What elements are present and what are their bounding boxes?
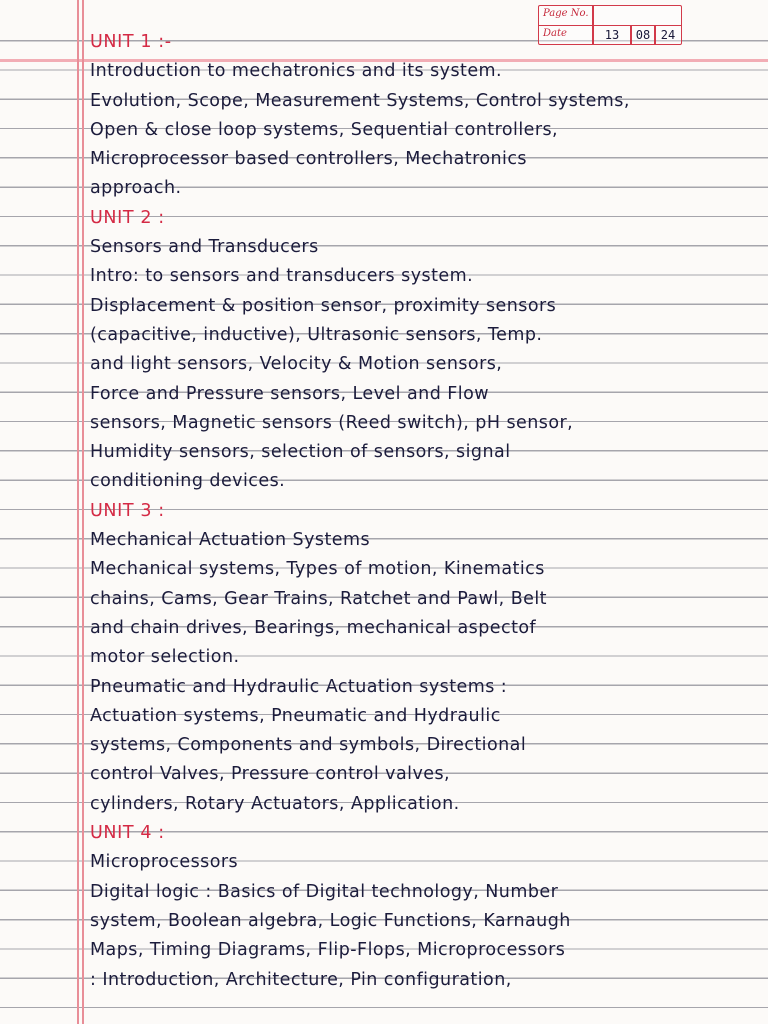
note-line: approach. xyxy=(90,178,182,199)
note-line: Open & close loop systems, Sequential controllers, xyxy=(90,119,559,140)
margin-line-right xyxy=(82,0,84,1024)
note-line: Actuation systems, Pneumatic and Hydraulic xyxy=(90,705,501,726)
note-line: Introduction to mechatronics and its system. xyxy=(90,61,503,82)
margin-line-left xyxy=(77,0,79,1024)
note-line: Sensors and Transducers xyxy=(90,237,319,258)
note-line: Pneumatic and Hydraulic Actuation systems : xyxy=(90,676,508,697)
note-line: Evolution, Scope, Measurement Systems, Control systems, xyxy=(90,90,630,111)
note-line: Digital logic : Basics of Digital technology, Number xyxy=(90,881,559,902)
note-line: Mechanical systems, Types of motion, Kinematics xyxy=(90,559,545,580)
note-line: Force and Pressure sensors, Level and Flow xyxy=(90,383,490,404)
note-line: Microprocessor based controllers, Mechatronics xyxy=(90,149,527,170)
date-label: Date xyxy=(543,28,567,39)
note-line: conditioning devices. xyxy=(90,471,286,492)
date-month: 08 xyxy=(635,28,651,42)
note-line: Maps, Timing Diagrams, Flip-Flops, Microprocessors xyxy=(90,940,566,961)
note-line: chains, Cams, Gear Trains, Ratchet and Pawl, Belt xyxy=(90,588,547,609)
syllabus-notes xyxy=(86,28,760,995)
note-line: sensors, Magnetic sensors (Reed switch), pH sensor, xyxy=(90,412,574,433)
date-year: 24 xyxy=(660,28,676,42)
date-day: 13 xyxy=(604,28,620,42)
note-line: motor selection. xyxy=(90,647,240,668)
page-number-row xyxy=(539,6,681,25)
note-line: and light sensors, Velocity & Motion sensors, xyxy=(90,354,503,375)
unit-heading: UNIT 3 : xyxy=(90,500,165,521)
note-line: Intro: to sensors and transducers system. xyxy=(90,266,474,287)
note-line: system, Boolean algebra, Logic Functions, Karnaugh xyxy=(90,910,571,931)
note-line: cylinders, Rotary Actuators, Application. xyxy=(90,793,460,814)
note-line: and chain drives, Bearings, mechanical aspectof xyxy=(90,617,537,638)
note-line: Humidity sensors, selection of sensors, signal xyxy=(90,442,511,463)
unit-heading: UNIT 2 : xyxy=(90,207,165,228)
note-line: systems, Components and symbols, Directional xyxy=(90,735,527,756)
page-number-label: Page No. xyxy=(543,8,589,19)
note-line: : Introduction, Architecture, Pin configuration, xyxy=(90,969,512,990)
note-line: control Valves, Pressure control valves, xyxy=(90,764,451,785)
note-line: (capacitive, inductive), Ultrasonic sensors, Temp. xyxy=(90,324,543,345)
note-line: Displacement & position sensor, proximity sensors xyxy=(90,295,557,316)
note-line: Mechanical Actuation Systems xyxy=(90,530,371,551)
unit-heading: UNIT 1 :- xyxy=(90,32,172,52)
note-line: Microprocessors xyxy=(90,852,239,873)
unit-heading: UNIT 4 : xyxy=(90,823,165,844)
